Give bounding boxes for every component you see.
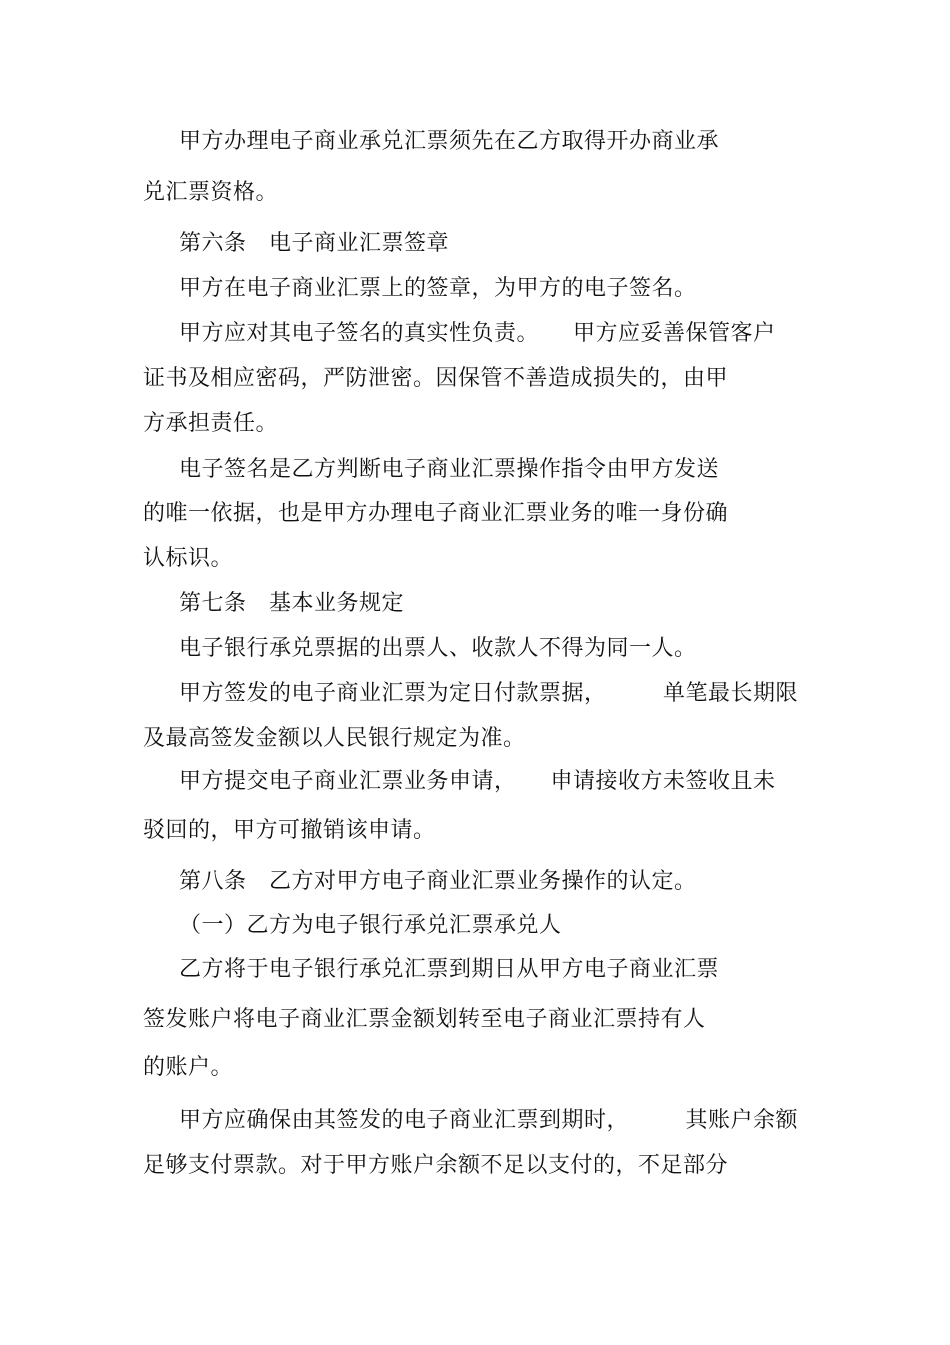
paragraph-line: 电子银行承兑票据的出票人、收款人不得为同一人。: [179, 636, 697, 661]
sub-item-heading: （一）乙方为电子银行承兑汇票承兑人: [179, 913, 562, 938]
article-heading-8: 第八条 乙方对甲方电子商业汇票业务操作的认定。: [179, 869, 697, 894]
article-heading-6: 第六条 电子商业汇票签章: [179, 231, 450, 256]
paragraph-line: 甲方提交电子商业汇票业务申请， 申请接收方未签收且未: [179, 769, 776, 794]
paragraph-line: 签发账户将电子商业汇票金额划转至电子商业汇票持有人: [143, 1007, 706, 1032]
paragraph-line: 甲方在电子商业汇票上的签章，为甲方的电子签名。: [179, 276, 697, 301]
paragraph-line: 足够支付票款。对于甲方账户余额不足以支付的，不足部分: [143, 1153, 729, 1178]
paragraph-line: 驳回的，甲方可撤销该申请。: [143, 818, 436, 843]
paragraph-line: 的唯一依据，也是甲方办理电子商业汇票业务的唯一身份确: [143, 501, 729, 526]
paragraph-line: 证书及相应密码，严防泄密。因保管不善造成损失的，由甲: [143, 366, 729, 391]
article-heading-7: 第七条 基本业务规定: [179, 591, 405, 616]
paragraph-line: 甲方应确保由其签发的电子商业汇票到期时， 其账户余额: [179, 1108, 799, 1133]
paragraph-line: 方承担责任。: [143, 411, 279, 436]
paragraph-line: 认标识。: [143, 546, 234, 571]
paragraph-line: 电子签名是乙方判断电子商业汇票操作指令由甲方发送: [179, 457, 720, 482]
paragraph-line: 甲方应对其电子签名的真实性负责。 甲方应妥善保管客户: [179, 321, 776, 346]
paragraph-line: 乙方将于电子银行承兑汇票到期日从甲方电子商业汇票: [179, 957, 720, 982]
paragraph-line: 及最高签发金额以人民银行规定为准。: [143, 726, 526, 751]
paragraph-line: 甲方办理电子商业承兑汇票须先在乙方取得开办商业承: [179, 129, 720, 154]
paragraph-line: 兑汇票资格。: [143, 180, 279, 205]
paragraph-line: 甲方签发的电子商业汇票为定日付款票据， 单笔最长期限: [179, 681, 799, 706]
paragraph-line: 的账户。: [143, 1055, 234, 1080]
